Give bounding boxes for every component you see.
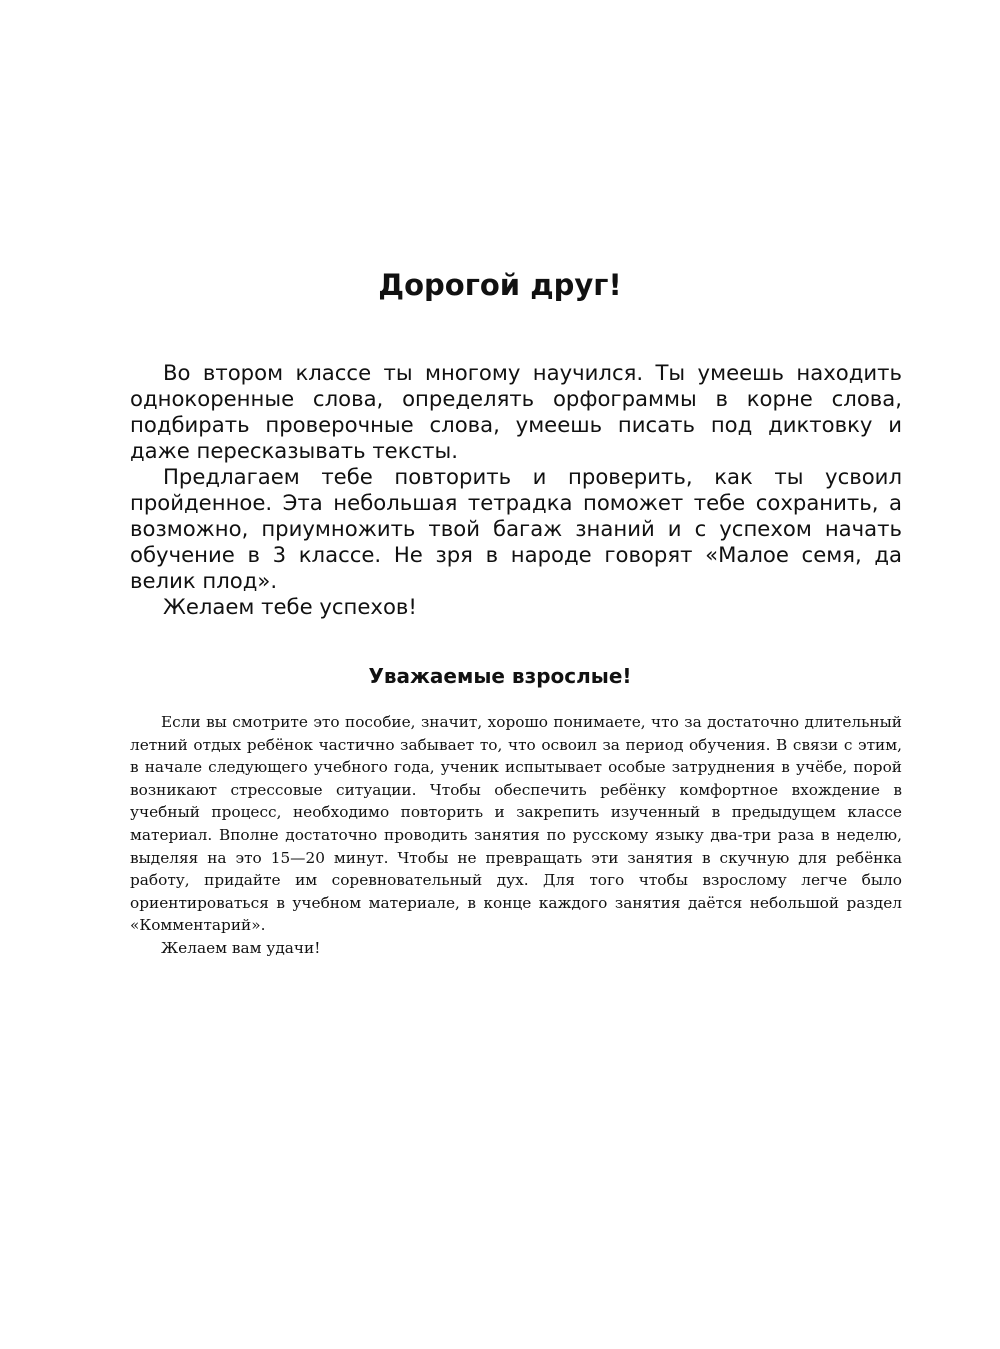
adults-text-block xyxy=(130,711,902,960)
kids-heading: Дорогой друг! xyxy=(378,268,622,302)
kids-paragraph: Предлагаем тебе повторить и проверить, как ты усвоил пройденное. Эта небольшая тетрадка поможет тебе сохранить, а возможно, приумножить твой багаж знаний и с успехом начать обучение в 3 классе. Не зря в народе говорят «Малое семя, да велик плод». xyxy=(130,464,902,593)
adults-heading: Уважаемые взрослые! xyxy=(368,664,632,688)
adults-paragraph: Желаем вам удачи! xyxy=(161,938,321,957)
kids-text-block xyxy=(130,360,902,620)
kids-paragraph: Желаем тебе успехов! xyxy=(163,594,417,619)
adults-paragraph: Если вы смотрите это пособие, значит, хорошо понимаете, что за достаточно длительный летний отдых ребёнок частично забывает то, что освоил за период обучения. В связи с этим, в начале следующего учебного года, ученик испытывает особые затруднения в учёбе, порой возникают стрессовые ситуации. Чтобы обеспечить ребёнку комфортное вхождение в учебный процесс, необходимо повторить и закрепить изученный в предыдущем классе материал. Вполне достаточно проводить занятия по русскому языку два-три раза в неделю, выделяя на это 15—20 минут. Чтобы не превращать эти занятия в скучную для ребёнка работу, придайте им соревновательный дух. Для того чтобы взрослому легче было ориентироваться в учебном материале, в конце каждого занятия даётся небольшой раздел «Комментарий». xyxy=(130,713,902,935)
kids-paragraph: Во втором классе ты многому научился. Ты умеешь находить однокоренные слова, определять орфограммы в корне слова, подбирать проверочные слова, умеешь писать под диктовку и даже пересказывать тексты. xyxy=(130,360,902,463)
